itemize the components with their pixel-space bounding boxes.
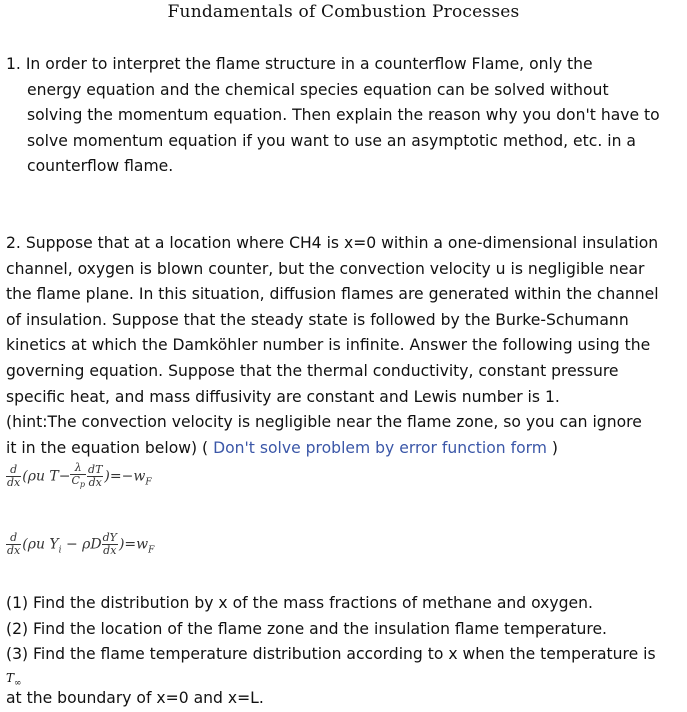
eq2-body: (ρu Y [22, 536, 59, 553]
hint-tail-suffix: ) [546, 438, 558, 457]
subquestion-2: (2) Find the location of the flame zone and the insulation flame temperature. [6, 619, 608, 638]
q2-line: kinetics at which the Damköhler number is infinite. Answer the following using the [6, 336, 651, 355]
derivative-operator: $\frac{d}{dx}$ [7, 531, 21, 557]
q2-hint-line [6, 436, 682, 462]
q2-line: the flame plane. In this situation, diffusion flames are generated within the channel [6, 285, 659, 304]
q1-line: solving the momentum equation. Then explain the reason why you don't have to [27, 106, 660, 125]
question-2 [6, 231, 682, 461]
hint-note: Don't solve problem by error function form [213, 438, 547, 457]
q2-line: specific heat, and mass diffusivity are constant and Lewis number is 1. [6, 387, 560, 406]
q2-line: 2. Suppose that at a location where CH4 is x=0 within a one-dimensional insulation [6, 234, 659, 252]
energy-equation: $\frac{d}{dx}$ (ρu T− $\frac{\lambda}{C_p}$ $\frac{dT}{dx}$ )$=-w_F$ [7, 461, 152, 490]
eq1-tail: )=−w [104, 468, 146, 485]
q1-line: solve momentum equation if you want to use an asymptotic method, etc. in a [27, 131, 636, 150]
page-title: Fundamentals of Combustion Processes [167, 2, 520, 22]
q2-line: governing equation. Suppose that the thermal conductivity, constant pressure [6, 361, 619, 380]
lambda-over-cp: $\frac{\lambda}{C_p}$ [71, 461, 86, 490]
hint-tail-prefix: it in the equation below) ( [6, 438, 214, 457]
q2-line: channel, oxygen is blown counter, but the convection velocity u is negligible near [6, 259, 645, 278]
question-1 [6, 52, 682, 180]
derivative-operator: $\frac{d}{dx}$ [7, 463, 21, 490]
subquestion-3: (3) Find the flame temperature distribution according to x when the temperature is [6, 645, 656, 664]
q2-line: (hint:The convection velocity is negligible near the flame zone, so you can ignore [6, 413, 642, 432]
q1-line: 1. In order to interpret the flame structure in a counterflow Flame, only the [6, 55, 593, 73]
eq1-body: (ρu T− [22, 468, 71, 485]
final-line: at the boundary of x=0 and x=L. [6, 689, 264, 707]
species-equation: $\frac{d}{dx}$ (ρu $Y_i - \rho D$ $\frac{dY}{dx}$ )$=w_F$ [7, 531, 155, 557]
dY-dx: $\frac{dY}{dx}$ [102, 531, 117, 557]
subquestion-1: (1) Find the distribution by x of the mass fractions of methane and oxygen. [6, 594, 593, 612]
q1-line: counterflow flame. [27, 157, 174, 176]
eq2-tail: )=w [118, 536, 149, 553]
q1-line: energy equation and the chemical species equation can be solved without [27, 80, 609, 99]
t-infinity-symbol: $T_\infty$ [6, 671, 22, 689]
subquestions [6, 591, 682, 668]
q2-line: of insulation. Suppose that the steady state is followed by the Burke-Schumann [6, 310, 629, 329]
dT-dx: $\frac{dT}{dx}$ [88, 463, 103, 490]
eq2-mid: − ρD [61, 536, 102, 553]
